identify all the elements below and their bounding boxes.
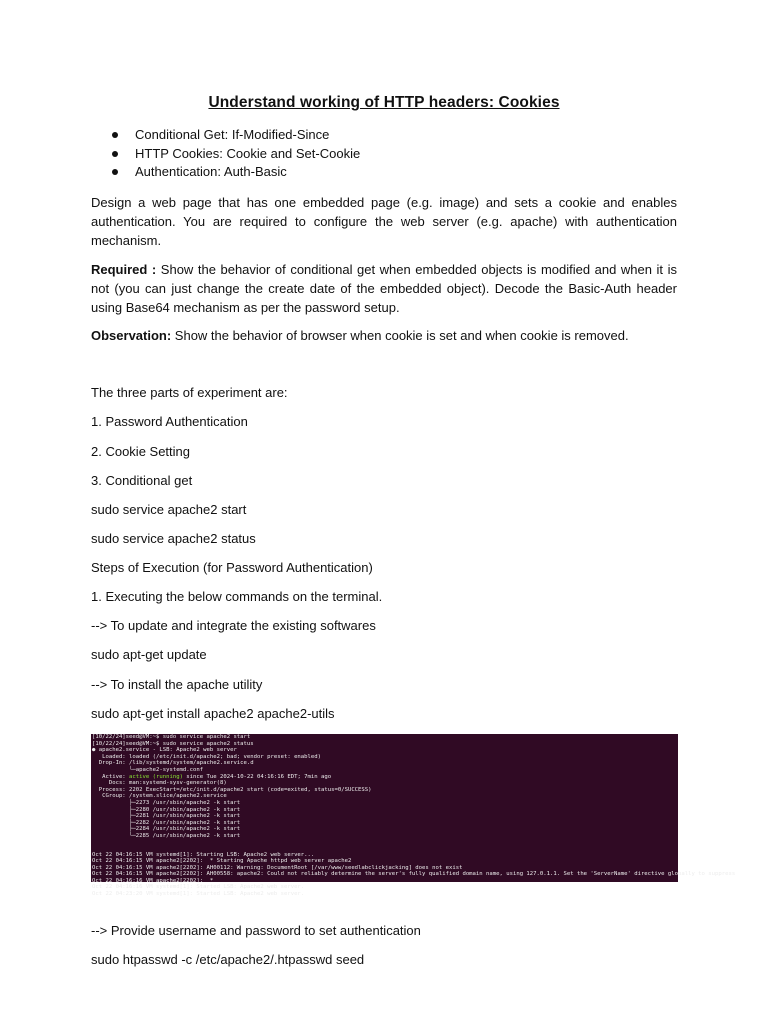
terminal-log-line: Oct 22 04:16:15 VM systemd[1]: Starting LSB: Apache2 web server... (92, 851, 315, 858)
topic-list (110, 126, 360, 182)
terminal-active-line (91, 774, 678, 781)
list-item-text: HTTP Cookies: Cookie and Set-Cookie (135, 145, 361, 161)
terminal-line: Loaded: loaded (/etc/init.d/apache2; bad; vendor preset: enabled) (92, 753, 322, 760)
active-rest: since Tue 2024-10-22 04:16:16 EDT; 7min ago (182, 773, 332, 780)
observation-paragraph (91, 326, 677, 345)
terminal-line: [10/22/24]seed@VM:~$ sudo service apache2 start (92, 734, 251, 740)
part-2: 2. Cookie Setting (91, 444, 191, 459)
observation-text: Show the behavior of browser when cookie is set and when cookie is removed. (171, 328, 629, 343)
install-note: --> To install the apache utility (91, 677, 263, 692)
step-1: 1. Executing the below commands on the terminal. (91, 589, 383, 604)
terminal-log-line: Oct 22 04:16:15 VM apache2[2202]: * Starting Apache httpd web server apache2 (92, 858, 352, 865)
terminal-line: [10/22/24]seed@VM:~$ sudo service apache2 status (92, 740, 254, 747)
list-item-text: Conditional Get: If-Modified-Since (135, 127, 330, 142)
bullet-icon (112, 169, 118, 175)
terminal-log-line: Oct 22 04:16:16 VM systemd[1]: Started LSB: Apache2 web server. (92, 884, 305, 891)
terminal-log-line: Oct 22 04:16:16 VM apache2[2202]: * (92, 877, 214, 884)
terminal-line: Drop-In: /lib/systemd/system/apache2.service.d (92, 760, 254, 767)
document-title: Understand working of HTTP headers: Cookies (208, 94, 560, 111)
bullet-icon (112, 151, 118, 157)
terminal-log-line: Oct 22 04:16:15 VM apache2[2202]: AH00558: apache2: Could not reliably determine the server's fully qualified domain name, using 127.0.1.1. Set the 'ServerName' directive globally to suppress (92, 871, 736, 878)
command-update: sudo apt-get update (91, 647, 207, 662)
required-label: Required : (91, 262, 157, 277)
required-paragraph (91, 260, 677, 317)
command-htpasswd: sudo htpasswd -c /etc/apache2/.htpasswd seed (91, 952, 365, 967)
bullet-icon (112, 132, 118, 138)
terminal-line: └─apache2-systemd.conf (92, 766, 204, 773)
parts-intro: The three parts of experiment are: (91, 385, 288, 400)
command-status: sudo service apache2 status (91, 531, 256, 546)
active-state: active (running) (129, 773, 183, 780)
terminal-line: ● apache2.service - LSB: Apache2 web server (92, 747, 237, 754)
command-install: sudo apt-get install apache2 apache2-utils (91, 706, 335, 721)
intro-paragraph: Design a web page that has one embedded page (e.g. image) and sets a cookie and enables authentication. You are required to configure the web server (e.g. apache) with authentication mechanism. (91, 195, 677, 248)
terminal-line: ├─2281 /usr/sbin/apache2 -k start (92, 813, 241, 820)
list-item (110, 163, 360, 182)
observation-label: Observation: (91, 328, 172, 343)
list-item-text: Authentication: Auth-Basic (135, 164, 287, 180)
terminal-line: └─2285 /usr/sbin/apache2 -k start (92, 832, 241, 839)
terminal-line: CGroup: /system.slice/apache2.service (92, 793, 227, 800)
terminal-line: Docs: man:systemd-sysv-generator(8) (92, 780, 227, 787)
terminal-line: ├─2273 /usr/sbin/apache2 -k start (92, 799, 241, 806)
terminal-line: ├─2282 /usr/sbin/apache2 -k start (92, 819, 241, 826)
part-1: 1. Password Authentication (91, 414, 248, 429)
steps-heading: Steps of Execution (for Password Authentication) (91, 560, 373, 575)
terminal-spacer (91, 840, 678, 852)
part-3: 3. Conditional get (91, 473, 193, 488)
terminal-line: ├─2280 /usr/sbin/apache2 -k start (92, 806, 241, 813)
command-start: sudo service apache2 start (91, 502, 247, 517)
required-text: Show the behavior of conditional get when embedded objects is modified and when it is not (you can just change the create date of the embedded object). Decode the Basic-Auth header using Base64 mechanism as per the password setup. (91, 262, 677, 315)
list-item (110, 145, 360, 164)
terminal-line: ├─2284 /usr/sbin/apache2 -k start (92, 826, 241, 833)
terminal-screenshot (91, 734, 736, 898)
auth-note: --> Provide username and password to set authentication (91, 923, 421, 938)
terminal-line: Process: 2202 ExecStart=/etc/init.d/apache2 start (code=exited, status=0/SUCCESS) (92, 786, 372, 793)
list-item (110, 126, 360, 145)
terminal-log-line: Oct 22 04:23:20 VM systemd[1]: Started LSB: Apache2 web server. (92, 891, 305, 898)
terminal-log-line: Oct 22 04:16:15 VM apache2[2202]: AH00112: Warning: DocumentRoot [/var/www/seedlabclickjacking] does not exist (92, 864, 463, 871)
active-label: Active: (92, 773, 130, 780)
update-note: --> To update and integrate the existing softwares (91, 618, 376, 633)
